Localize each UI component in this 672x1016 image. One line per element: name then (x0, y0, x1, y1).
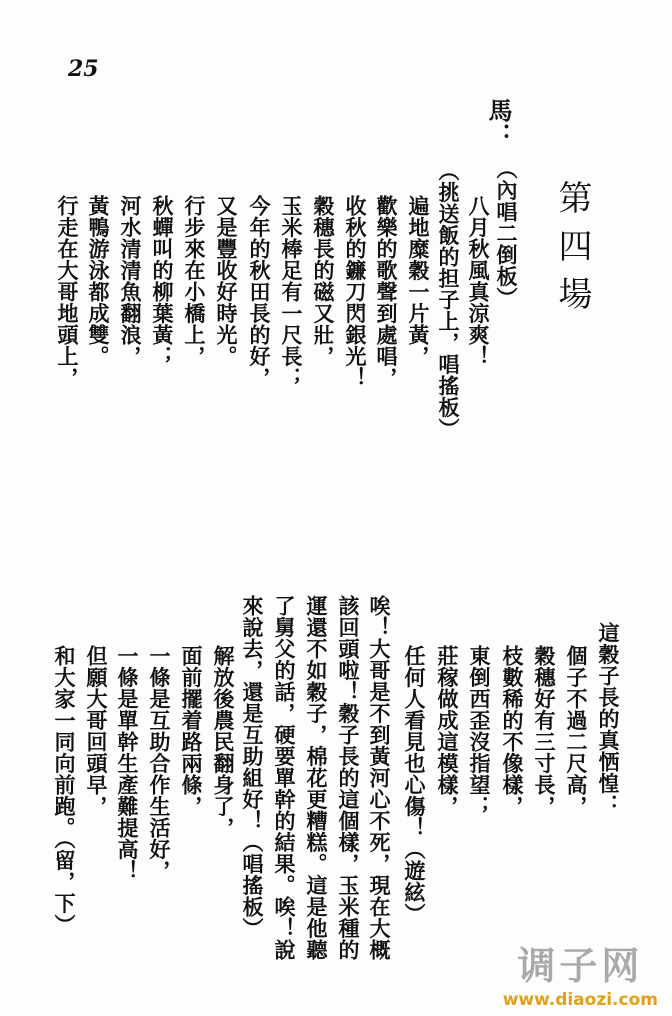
text-column: 面前擺着路兩條， (179, 645, 204, 817)
text-column: 河水清清魚翻浪， (118, 195, 143, 367)
text-column: 解放後農民翻身了， (211, 645, 236, 839)
text-column: 這穀子長的真恓惶： (596, 622, 621, 816)
text-column: 任何人看見也心傷！（遊絃） (402, 645, 427, 925)
text-column: 莊稼做成這模樣， (435, 645, 460, 817)
text-column: 今年的秋田長的好， (247, 195, 272, 389)
text-column: 東倒西歪沒指望； (467, 645, 492, 817)
scene-title: 第四場 (552, 180, 592, 324)
text-column: 該回頭啦！穀子長的這個樣，玉米種的 (336, 595, 361, 961)
watermark (503, 935, 658, 1010)
text-column: 收秋的鐮刀閃銀光！ (343, 195, 368, 389)
text-column: 又是豐收好時光。 (214, 195, 239, 367)
text-column: 了舅父的話，硬要單幹的結果。唉！說 (272, 595, 297, 961)
text-column: 行步來在小橋上， (182, 195, 207, 367)
text-column: 枝數稀的不像樣， (500, 645, 525, 817)
text-column: 來說去，還是互助組好！（唱搖板） (240, 595, 265, 939)
text-column: 行走在大哥地頭上， (55, 195, 80, 389)
text-column: 但願大哥回頭早， (84, 645, 109, 817)
text-column: 一條是互助合作生活好， (147, 645, 172, 882)
page-number: 25 (68, 56, 99, 82)
text-column: 唉！大哥是不到黃河心不死，現在大概 (367, 595, 392, 961)
text-column: 一條是單幹生產難提高！ (115, 645, 140, 882)
text-column: （內唱二倒板） (494, 158, 519, 309)
text-column: 和大家一同向前跑。（留，下） (52, 645, 77, 936)
text-column: 玉米棒足有一尺長； (279, 195, 304, 389)
text-column: 秋蟬叫的柳葉黃； (150, 195, 175, 367)
text-column: 個子不過二尺高， (564, 645, 589, 817)
text-column: （挑送飯的担子上，唱搖板） (436, 160, 461, 440)
text-column: 八月秋風真涼爽！ (466, 195, 491, 367)
text-column: 歡樂的歌聲到處唱， (374, 195, 399, 389)
text-column: 運還不如穀子，棉花更糟糕。這是他聽 (304, 595, 329, 961)
watermark-name: 调子网 (517, 944, 644, 988)
text-column: 遍地糜穀一片黃， (406, 195, 431, 367)
speaker-label: 馬： (484, 98, 513, 147)
text-column: 黃鴨游泳都成雙。 (86, 195, 111, 367)
text-column: 穀穗長的磁又壯， (311, 195, 336, 367)
watermark-url: www.diaozi.com (502, 990, 658, 1010)
text-column: 穀穗好有三寸長， (532, 645, 557, 817)
